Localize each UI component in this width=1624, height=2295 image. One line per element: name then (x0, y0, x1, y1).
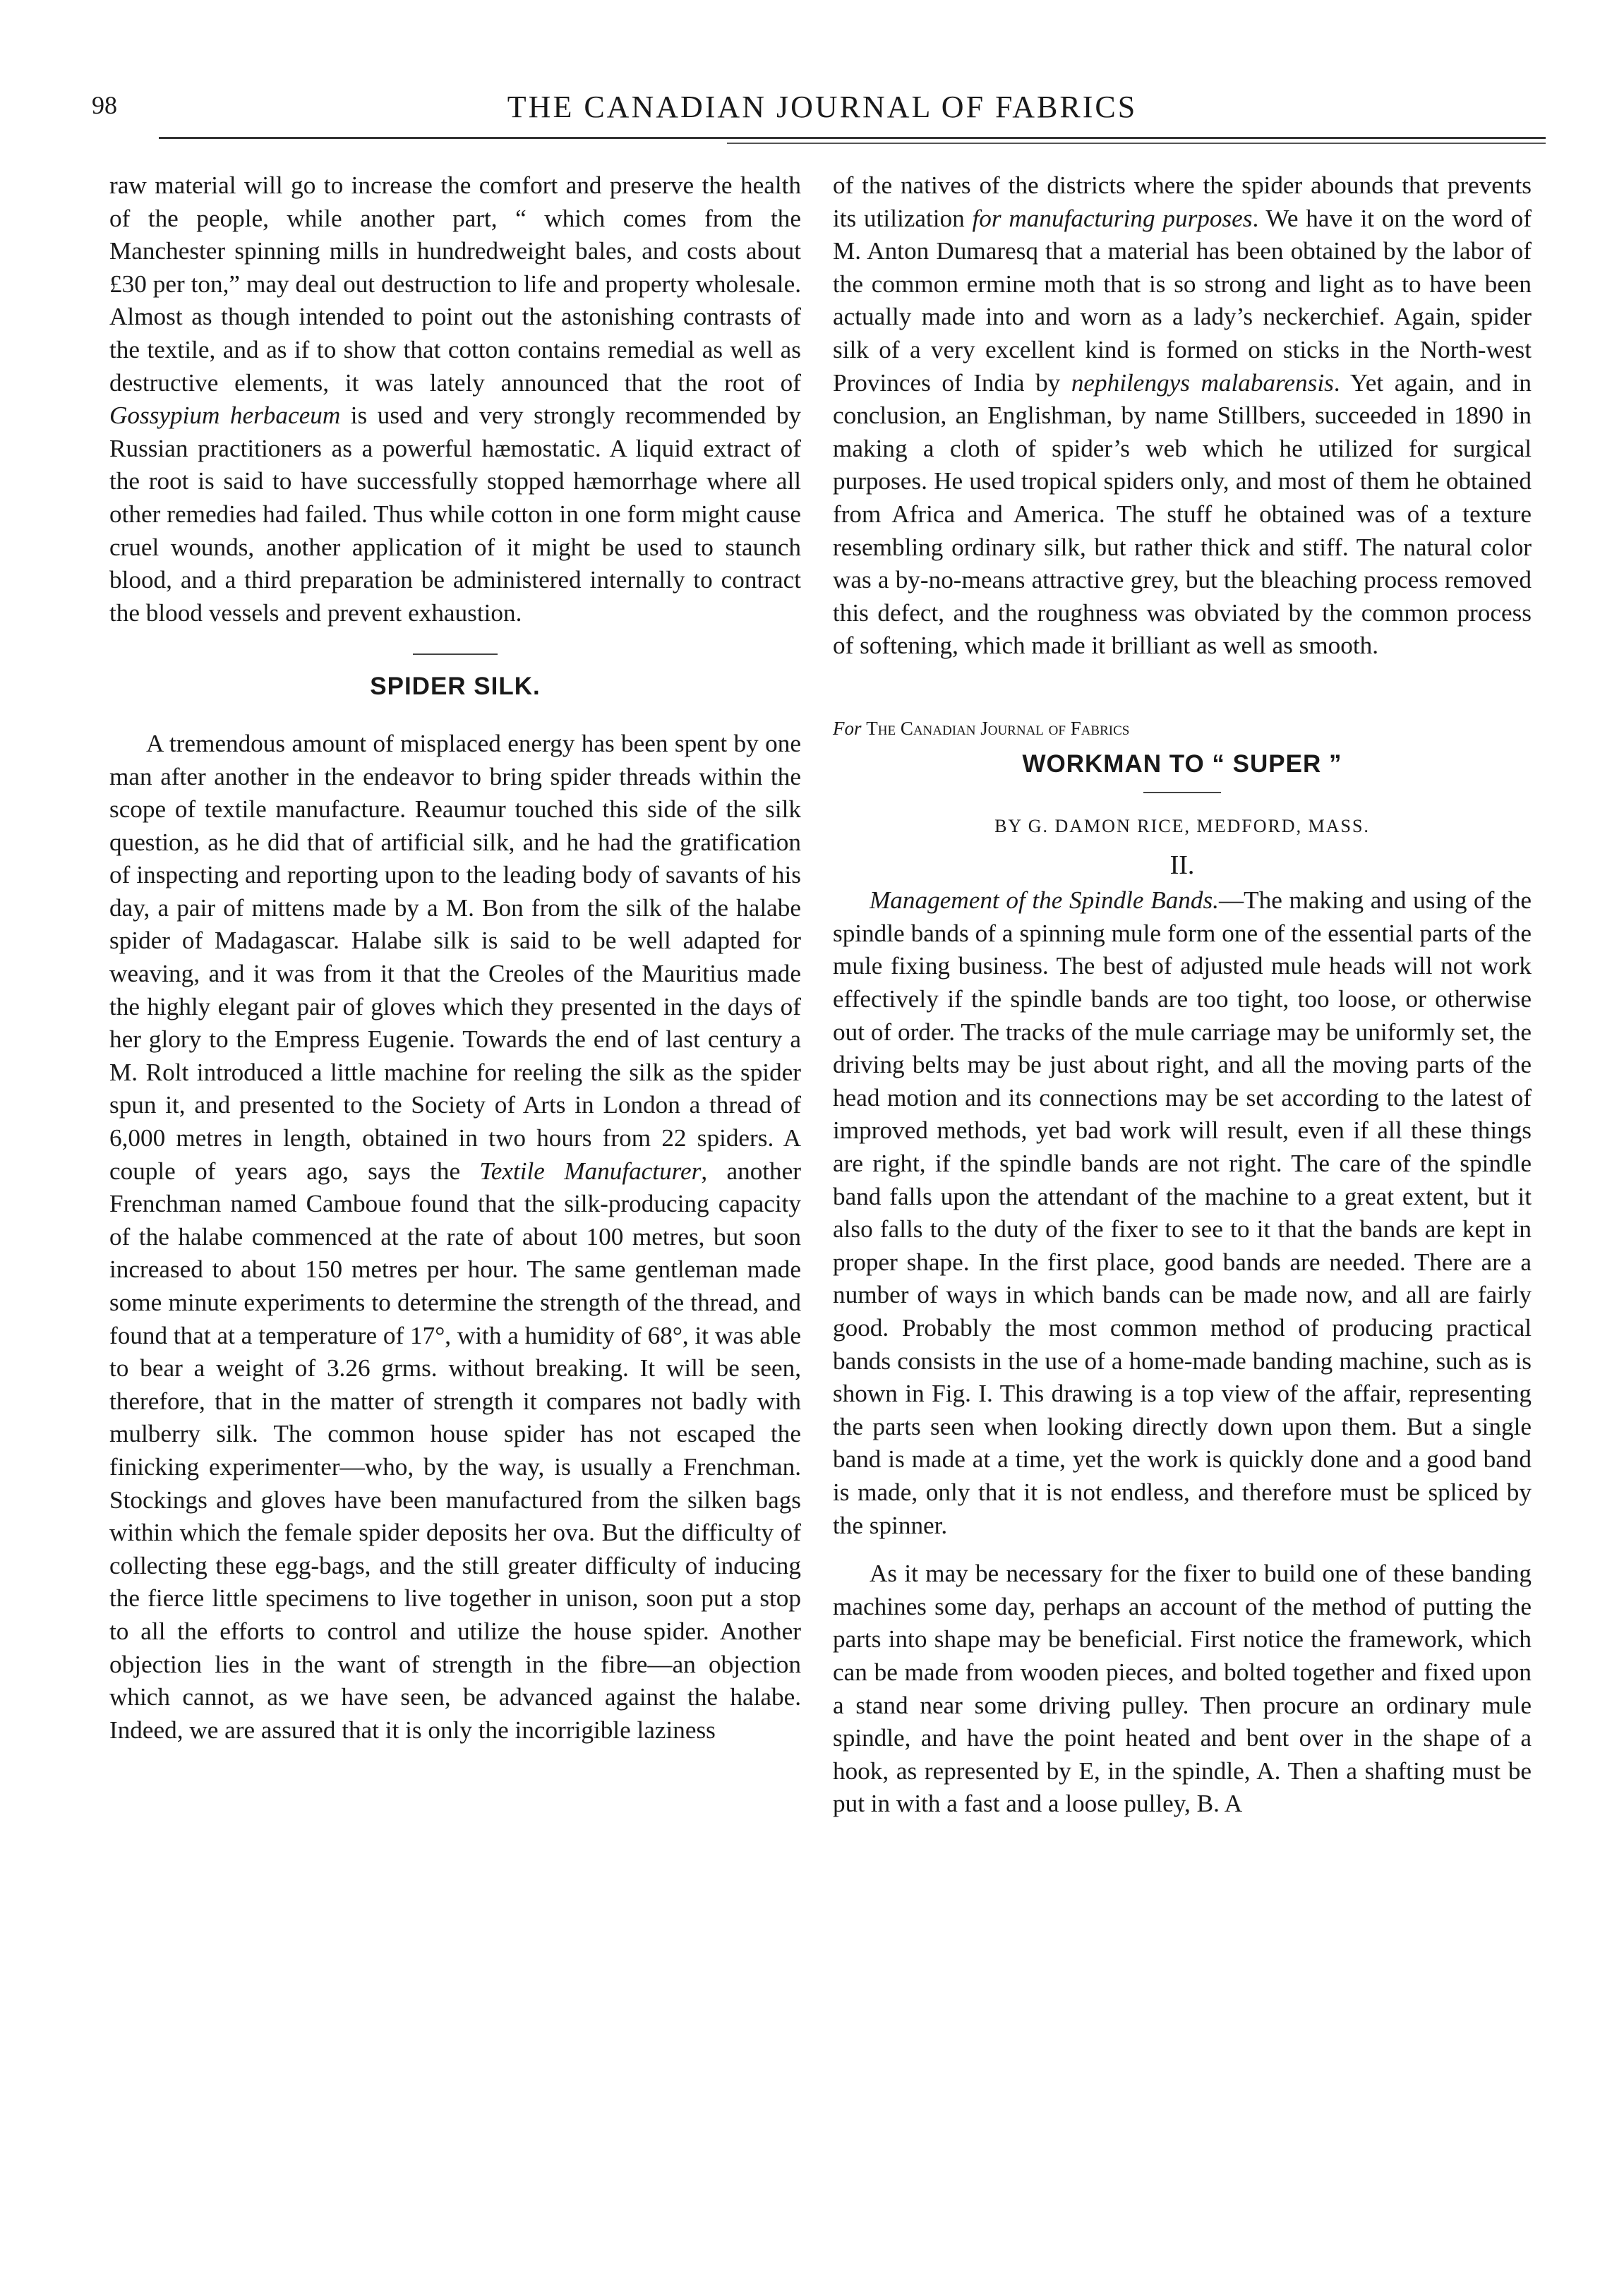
for-journal-name: The Canadian Journal of Fabrics (866, 717, 1130, 739)
text-run: , another Frenchman named Camboue found that the silk-producing capacity of the halabe commenced at the rate of about 100 metres, but soon increased to about 150 metres per hour. The same gentleman made some minute experiments to determine the strength of the thread, and found that at a temperature of 17°, with a humidity of 68°, it was able to bear a weight of 3.26 grms. without breaking. It will be seen, therefore, that in the matter of strength it compares not badly with mulberry silk. The common house spider has not escaped the finicking experimenter—who, by the way, is usually a Frenchman. Stockings and gloves have been manufactured from the silken bags within which the female spider deposits her ova. But the difficulty of collecting these egg-bags, and the still greater difficulty of inducing the fierce little specimens to live together in unison, soon put a stop to all the efforts to control and utilize the house spider. Another objection lies in the want of strength in the fibre—an objection which cannot, as we have seen, be advanced against the halabe. Indeed, we are assured that it is only the incorrigible laziness (109, 1157, 801, 1744)
text-run: A tremendous amount of misplaced energy has been spent by one man after another in the endeavor to bring spider threads within the scope of textile manufacture. Reaumur touched this side of the silk question, as he did that of artificial silk, and he had the gratification of inspecting and reporting upon to the leading body of savants of his day, a pair of mittens made by a M. Bon from the silk of the halabe spider of Madagascar. Halabe silk is said to be well adapted for weaving, and it was from it that the Creoles of the Mauritius made the highly elegant pair of gloves which they presented in the days of her glory to the Empress Eugenie. Towards the end of last century a M. Rolt introduced a little machine for reeling the silk as the spider spun it, and presented to the Society of Arts in London a thread of 6,000 metres in length, obtained in two hours from 22 spiders. A couple of years ago, says the (109, 729, 801, 1185)
italic-text: for manufacturing purposes (972, 204, 1253, 232)
italic-text: Management of the Spindle Bands. (870, 886, 1219, 915)
for-prefix: For (833, 717, 862, 739)
page-header (92, 83, 1553, 147)
text-run: . Yet again, and in conclusion, an Englishman, by name Stillbers, succeeded in 1890 in making a cloth of spider’s web which he utilized for surgical purposes. He used tropical spiders only, and most of them he obtained from Africa and America. The stuff he obtained was of a texture resembling ordinary silk, but rather thick and stiff. The natural color was a by-no-means attractive grey, but the bleaching process removed this defect, and the roughness was obviated by the common process of softening, which made it brilliant as well as smooth. (833, 368, 1532, 660)
section-divider (413, 653, 498, 655)
text-run: is used and very strongly recommended by Russian practitioners as a powerful hæmostatic. A liquid extract of the root is said to have successfully stopped hæmorrhage where all other remedies had failed. Thus while cotton in one form might cause cruel wounds, another application of it might be used to staunch blood, and a third preparation be administered internally to contract the blood vessels and prevent exhaustion. (109, 402, 802, 627)
intro-paragraph (109, 169, 801, 630)
workman-heading: WORKMAN TO “ SUPER ” (1022, 749, 1342, 778)
right-column (833, 169, 1532, 1821)
text-run: . We have it on the word of M. Anton Dumaresq that a material has been obtained by the labor of the common ermine moth that is so strong and light as to have been actually made into and worn as a lady’s neckerchief. Again, spider silk of a very excellent kind is formed on sticks in the North-west Provinces of India by (833, 204, 1532, 397)
journal-title: THE CANADIAN JOURNAL OF FABRICS (507, 90, 1138, 124)
spider-silk-heading: SPIDER SILK. (370, 673, 541, 701)
left-column (109, 169, 801, 1747)
text-run: of the natives of the districts where the spider abounds that prevents its utilization (833, 171, 1532, 232)
for-journal-line (833, 712, 1532, 745)
spindle-bands-paragraph (833, 884, 1532, 1542)
byline: BY G. DAMON RICE, MEDFORD, MASS. (994, 816, 1370, 837)
italic-text: Textile Manufacturer (479, 1157, 702, 1185)
heading-rule (1143, 792, 1221, 793)
text-run: raw material will go to increase the comfort and preserve the health of the people, while another part, “ which comes from the Manchester spinning mills in hundredweight bales, and costs about £30 per ton,” may deal out destruction to life and property wholesale. Almost as though intended to point out the astonishing contrasts of the textile, and as if to show that cotton contains remedial as well as destructive elements, it was lately announced that the root of (109, 171, 801, 397)
spider-silk-paragraph (109, 728, 801, 1747)
header-rule-secondary (727, 143, 1546, 144)
italic-text: Gossypium herbaceum (109, 402, 341, 430)
banding-machine-paragraph: As it may be necessary for the fixer to build one of these banding machines some day, perhaps an account of the method of putting the parts into shape may be beneficial. First notice the framework, which can be made from wooden pieces, and bolted together and fixed upon a stand near some driving pulley. Then procure an ordinary mule spindle, and have the point heated and bent over in the shape of a hook, as represented by E, in the spindle, A. Then a shafting must be put in with a fast and a loose pulley, B. A (833, 1560, 1532, 1818)
page-number: 98 (92, 91, 117, 119)
part-number: II. (1169, 850, 1195, 880)
header-rule (159, 137, 1546, 139)
italic-text: nephilengys malabarensis (1071, 368, 1334, 397)
continued-paragraph (833, 169, 1532, 663)
text-run: —The making and using of the spindle bands of a spinning mule form one of the essential parts of the mule fixing business. The best of adjusted mule heads will not work effectively if the spindle bands are too tight, too loose, or otherwise out of order. The tracks of the mule carriage may be uniformly set, the driving belts may be just about right, and all the moving parts of the head motion and its connections may be set according to the latest of improved methods, yet bad work will result, even if all these things are right, if the spindle bands are not right. The care of the spindle band falls upon the attendant of the machine to a great extent, but it also falls to the duty of the fixer to see to it that the bands are kept in proper shape. In the first place, good bands are needed. There are a number of ways in which bands can be made now, and all are fairly good. Probably the most common method of producing practical bands consists in the use of a home-made banding machine, such as is shown in Fig. I. This drawing is a top view of the affair, representing the parts seen when looking directly down upon them. But a single band is made at a time, yet the work is quickly done and a good band is made, only that it is not endless, and therefore must be spliced by the spinner. (833, 886, 1532, 1539)
